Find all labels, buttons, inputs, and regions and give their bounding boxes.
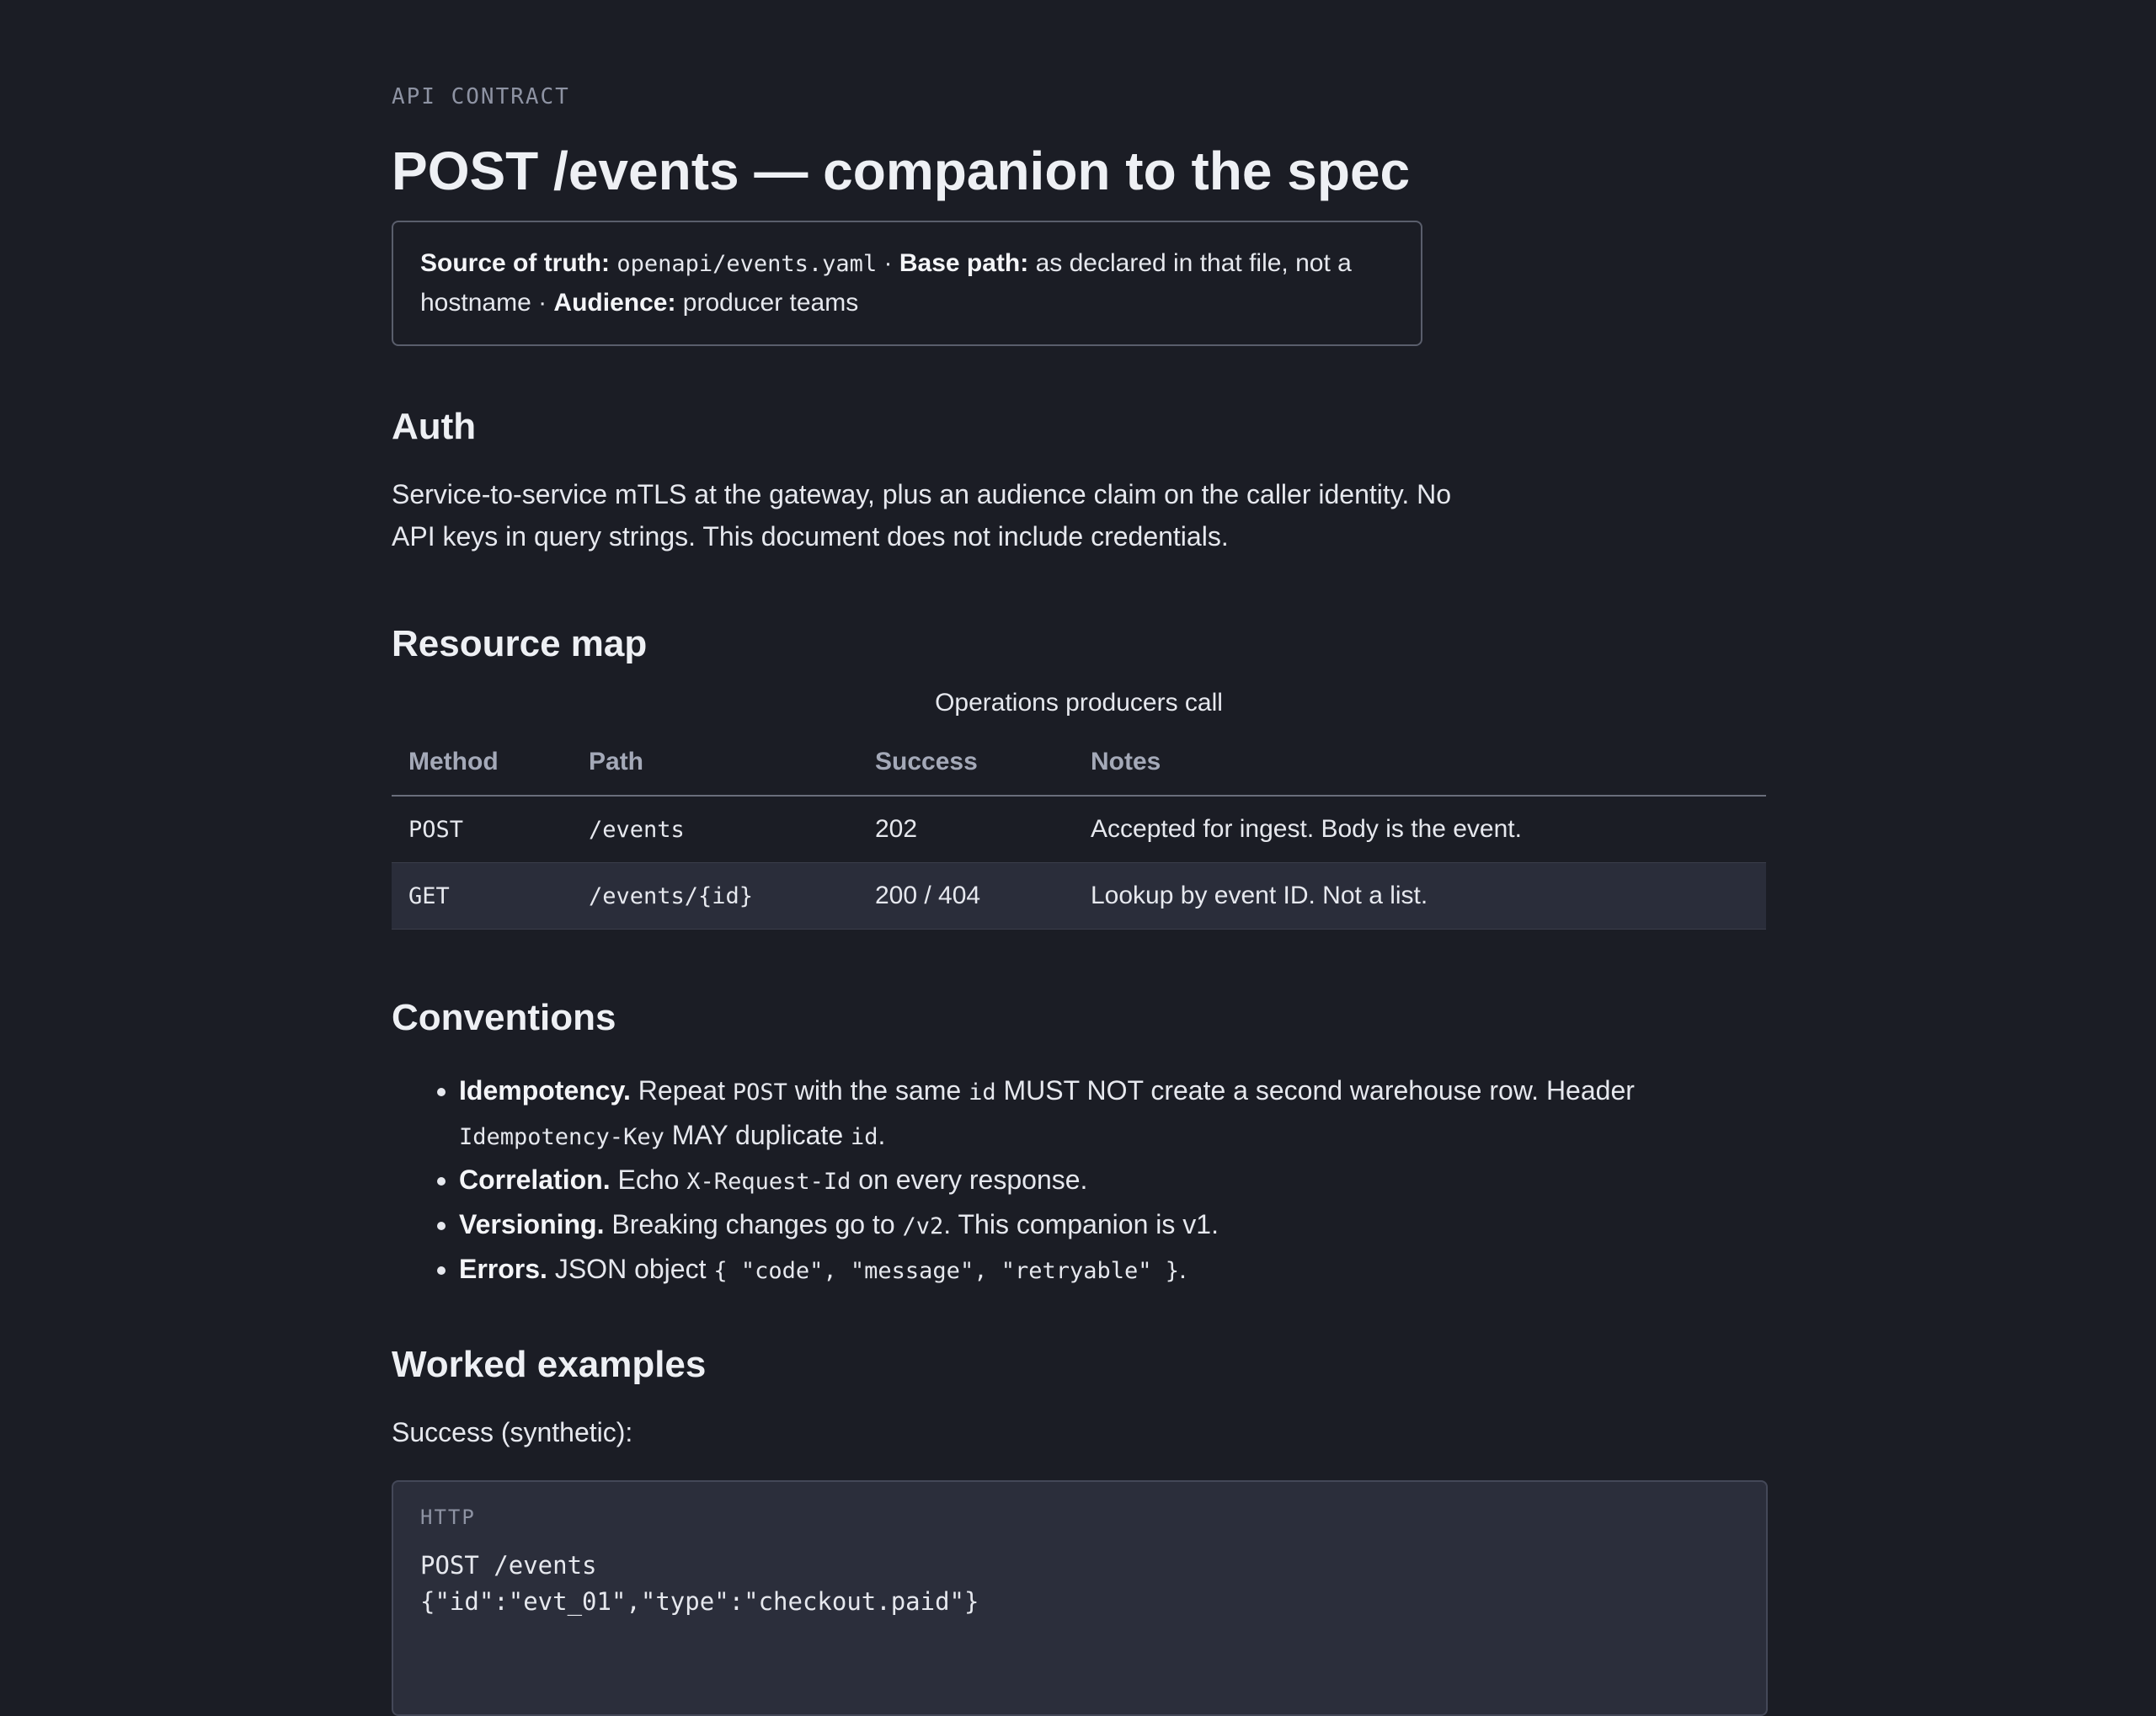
source-label: Source of truth: [420, 249, 610, 277]
column-header-notes: Notes [1074, 729, 1766, 796]
inline-code: /v2 [902, 1213, 944, 1239]
item-text: with the same [787, 1075, 969, 1106]
list-item-versioning [459, 1203, 1773, 1248]
audience-value: producer teams [675, 289, 859, 317]
table-row [392, 796, 1766, 863]
item-label: Errors. [459, 1254, 547, 1284]
cell-success: 202 [858, 796, 1074, 863]
cell-path: /events/{id} [572, 863, 858, 930]
item-text: Breaking changes go to [604, 1209, 903, 1239]
cell-method: POST [392, 796, 572, 863]
separator: · [531, 289, 554, 317]
code-line: POST /events [420, 1551, 597, 1580]
cell-path: /events [572, 796, 858, 863]
table-header-row [392, 729, 1766, 796]
auth-heading: Auth [392, 406, 477, 447]
item-label: Versioning. [459, 1209, 605, 1239]
list-item-correlation [459, 1159, 1773, 1203]
list-item-idempotency [459, 1069, 1773, 1159]
resource-map-heading: Resource map [392, 623, 648, 664]
inline-code: X-Request-Id [686, 1169, 851, 1195]
list-item-errors [459, 1248, 1773, 1292]
item-text: . [878, 1120, 886, 1150]
auth-text: Service-to-service mTLS at the gateway, plus an audience claim on the caller identity. No API keys in query strings. This document does not include credentials. [392, 479, 1452, 552]
cell-notes: Lookup by event ID. Not a list. [1074, 863, 1766, 930]
code-line: {"id":"evt_01","type":"checkout.paid"} [420, 1587, 979, 1616]
worked-examples-heading: Worked examples [392, 1344, 707, 1385]
separator: · [877, 249, 899, 277]
inline-code: Idempotency-Key [459, 1124, 664, 1150]
column-header-method: Method [392, 729, 572, 796]
column-header-success: Success [858, 729, 1074, 796]
page-title: POST /events — companion to the spec [392, 141, 1411, 201]
example-intro: Success (synthetic): [392, 1417, 633, 1447]
item-text: JSON object [547, 1254, 714, 1284]
column-header-path: Path [572, 729, 858, 796]
inline-code: id [851, 1124, 878, 1150]
eyebrow-label: API CONTRACT [392, 84, 570, 109]
item-text: on every response. [851, 1164, 1088, 1195]
resource-table [392, 729, 1766, 930]
metadata-callout [392, 221, 1422, 346]
item-text: Echo [610, 1164, 687, 1195]
item-text: . This companion is v1. [943, 1209, 1219, 1239]
cell-success: 200 / 404 [858, 863, 1074, 930]
conventions-list [392, 1069, 1773, 1292]
inline-code: { "code", "message", "retryable" } [713, 1258, 1180, 1284]
inline-code: POST [732, 1079, 787, 1106]
item-text: MUST NOT create a second warehouse row. Header [995, 1075, 1635, 1106]
table-row [392, 863, 1766, 930]
audience-label: Audience: [553, 289, 676, 317]
code-content [420, 1548, 1739, 1620]
base-path-value: as declared in that file, not a hostname [420, 249, 1352, 317]
code-block [392, 1480, 1768, 1716]
code-language-label: HTTP [420, 1505, 476, 1529]
item-label: Idempotency. [459, 1075, 631, 1106]
base-path-label: Base path: [899, 249, 1029, 277]
item-text: Repeat [630, 1075, 733, 1106]
item-text: . [1179, 1254, 1187, 1284]
source-value: openapi/events.yaml [616, 251, 878, 277]
inline-code: id [969, 1079, 996, 1106]
cell-notes: Accepted for ingest. Body is the event. [1074, 796, 1766, 863]
item-text: MAY duplicate [664, 1120, 851, 1150]
conventions-heading: Conventions [392, 997, 616, 1038]
table-caption: Operations producers call [935, 689, 1223, 717]
cell-method: GET [392, 863, 572, 930]
item-label: Correlation. [459, 1164, 611, 1195]
